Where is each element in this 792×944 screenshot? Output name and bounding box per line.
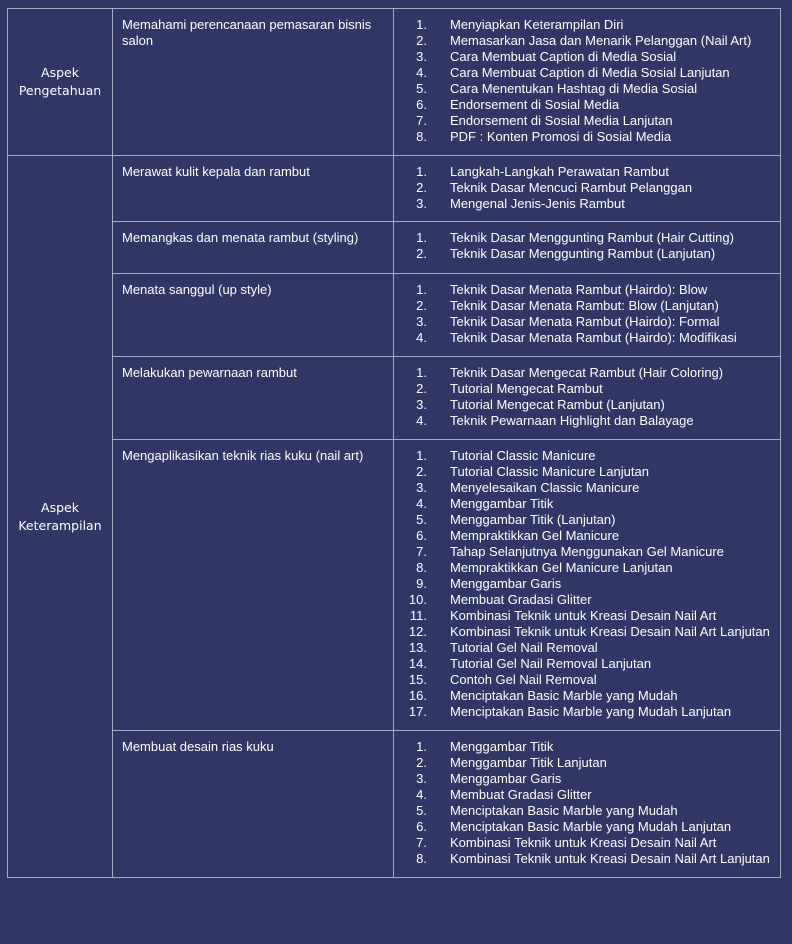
list-item-number: 5. <box>416 512 427 527</box>
list-item <box>394 314 780 330</box>
list-item <box>394 755 780 771</box>
table-row <box>8 440 781 731</box>
aspect-label-line: Aspek <box>41 499 79 515</box>
list-item <box>394 49 780 65</box>
list-item <box>394 246 780 262</box>
list-item-text: Menyiapkan Keterampilan Diri <box>450 17 624 32</box>
list-item-text: PDF : Konten Promosi di Sosial Media <box>450 129 672 144</box>
list-item-number: 15. <box>408 672 427 687</box>
list-item <box>394 576 780 592</box>
aspect-cell <box>8 9 113 156</box>
list-item-number: 4. <box>416 787 427 802</box>
list-item-text: Teknik Dasar Mengecat Rambut (Hair Coloring) <box>450 365 724 380</box>
list-item-text: Kombinasi Teknik untuk Kreasi Desain Nail Art Lanjutan <box>450 624 770 639</box>
list-item-text: Teknik Dasar Menggunting Rambut (Lanjutan) <box>450 246 716 261</box>
list-item-number: 6. <box>416 528 427 543</box>
list-item-number: 12. <box>408 624 427 639</box>
list-item-number: 1. <box>416 230 427 245</box>
list-item-number: 2. <box>416 180 427 195</box>
list-item <box>394 640 780 656</box>
list-item-text: Mempraktikkan Gel Manicure Lanjutan <box>450 560 673 575</box>
list-item-text: Endorsement di Sosial Media Lanjutan <box>450 113 673 128</box>
materials-cell <box>394 731 781 878</box>
list-item-text: Mempraktikkan Gel Manicure <box>450 528 620 543</box>
list-item <box>394 608 780 624</box>
materials-cell <box>394 274 781 357</box>
list-item-text: Menggambar Titik <box>450 496 554 511</box>
list-item-number: 14. <box>408 656 427 671</box>
list-item-text: Menggambar Titik <box>450 739 554 754</box>
list-item-text: Menciptakan Basic Marble yang Mudah <box>450 688 678 703</box>
materials-cell <box>394 9 781 156</box>
list-item <box>394 528 780 544</box>
aspect-label-line: Keterampilan <box>18 517 102 533</box>
list-item-number: 4. <box>416 330 427 345</box>
list-item-text: Tutorial Classic Manicure Lanjutan <box>450 464 649 479</box>
list-item-text: Kombinasi Teknik untuk Kreasi Desain Nail Art Lanjutan <box>450 851 770 866</box>
list-item-text: Memasarkan Jasa dan Menarik Pelanggan (Nail Art) <box>450 33 752 48</box>
list-item-text: Endorsement di Sosial Media <box>450 97 620 112</box>
list-item <box>394 624 780 640</box>
list-item-text: Cara Membuat Caption di Media Sosial Lanjutan <box>450 65 730 80</box>
list-item <box>394 365 780 381</box>
materials-list <box>394 365 780 429</box>
list-item-text: Teknik Dasar Mencuci Rambut Pelanggan <box>450 180 693 195</box>
list-item-number: 3. <box>416 771 427 786</box>
materials-list <box>394 230 780 262</box>
materials-cell <box>394 440 781 731</box>
materials-list <box>394 164 780 212</box>
list-item <box>394 512 780 528</box>
list-item-number: 5. <box>416 81 427 96</box>
table-row <box>8 222 781 274</box>
competency-label: Mengaplikasikan teknik rias kuku (nail art) <box>122 448 364 463</box>
list-item <box>394 819 780 835</box>
list-item <box>394 496 780 512</box>
list-item-text: Menggambar Garis <box>450 576 562 591</box>
list-item-text: Menciptakan Basic Marble yang Mudah <box>450 803 678 818</box>
list-item <box>394 787 780 803</box>
competency-cell <box>113 156 394 222</box>
list-item-text: Menciptakan Basic Marble yang Mudah Lanjutan <box>450 704 732 719</box>
list-item-text: Menciptakan Basic Marble yang Mudah Lanjutan <box>450 819 732 834</box>
list-item-number: 9. <box>416 576 427 591</box>
list-item-text: Tutorial Mengecat Rambut <box>450 381 603 396</box>
list-item-text: Teknik Dasar Menata Rambut (Hairdo): Modifikasi <box>450 330 737 345</box>
list-item-number: 8. <box>416 851 427 866</box>
list-item-text: Teknik Dasar Menata Rambut (Hairdo): Blow <box>450 282 708 297</box>
materials-list <box>394 282 780 346</box>
list-item <box>394 544 780 560</box>
list-item-number: 2. <box>416 298 427 313</box>
list-item-text: Teknik Dasar Menggunting Rambut (Hair Cutting) <box>450 230 734 245</box>
list-item <box>394 196 780 212</box>
list-item-number: 1. <box>416 164 427 179</box>
competency-cell <box>113 440 394 731</box>
list-item-number: 1. <box>416 282 427 297</box>
aspect-label-line: Aspek <box>41 65 79 80</box>
list-item-number: 13. <box>408 640 427 655</box>
list-item <box>394 282 780 298</box>
materials-list <box>394 17 780 145</box>
table-row <box>8 357 781 440</box>
list-item-number: 5. <box>416 803 427 818</box>
list-item-text: Membuat Gradasi Glitter <box>450 787 592 802</box>
list-item <box>394 771 780 787</box>
list-item-text: Cara Menentukan Hashtag di Media Sosial <box>450 81 698 96</box>
list-item-text: Menggambar Garis <box>450 771 562 786</box>
competency-cell <box>113 222 394 274</box>
competency-label: Membuat desain rias kuku <box>122 739 274 754</box>
list-item-text: Kombinasi Teknik untuk Kreasi Desain Nail Art <box>450 608 717 623</box>
list-item-text: Tutorial Classic Manicure <box>450 448 596 463</box>
competency-label: Memahami perencanaan pemasaran bisnis salon <box>122 17 372 48</box>
list-item <box>394 164 780 180</box>
list-item-number: 3. <box>416 480 427 495</box>
list-item-number: 8. <box>416 560 427 575</box>
list-item-number: 7. <box>416 113 427 128</box>
list-item <box>394 330 780 346</box>
list-item-number: 2. <box>416 464 427 479</box>
list-item <box>394 480 780 496</box>
materials-list <box>394 739 780 867</box>
table-row <box>8 274 781 357</box>
list-item <box>394 413 780 429</box>
list-item-number: 4. <box>416 65 427 80</box>
list-item-number: 1. <box>416 17 427 32</box>
list-item-text: Teknik Pewarnaan Highlight dan Balayage <box>450 413 694 428</box>
list-item <box>394 81 780 97</box>
list-item-text: Teknik Dasar Menata Rambut: Blow (Lanjutan) <box>450 298 719 313</box>
list-item-number: 1. <box>416 739 427 754</box>
list-item-number: 6. <box>416 97 427 112</box>
list-item-text: Contoh Gel Nail Removal <box>450 672 597 687</box>
list-item-text: Membuat Gradasi Glitter <box>450 592 592 607</box>
list-item <box>394 230 780 246</box>
table-row <box>8 731 781 878</box>
competency-label: Melakukan pewarnaan rambut <box>122 365 297 380</box>
materials-cell <box>394 357 781 440</box>
list-item-number: 2. <box>416 381 427 396</box>
list-item <box>394 592 780 608</box>
list-item-number: 1. <box>416 448 427 463</box>
competency-cell <box>113 274 394 357</box>
list-item-number: 8. <box>416 129 427 144</box>
list-item <box>394 298 780 314</box>
list-item-number: 16. <box>408 688 427 703</box>
list-item <box>394 129 780 145</box>
list-item-text: Tutorial Gel Nail Removal Lanjutan <box>450 656 652 671</box>
materials-cell <box>394 156 781 222</box>
list-item <box>394 180 780 196</box>
list-item <box>394 65 780 81</box>
list-item-text: Tahap Selanjutnya Menggunakan Gel Manicure <box>450 544 724 559</box>
competency-cell <box>113 9 394 156</box>
list-item-text: Menyelesaikan Classic Manicure <box>450 480 640 495</box>
list-item-number: 3. <box>416 49 427 64</box>
list-item <box>394 704 780 720</box>
list-item-number: 3. <box>416 397 427 412</box>
aspect-cell <box>8 156 113 878</box>
list-item-text: Langkah-Langkah Perawatan Rambut <box>450 164 669 179</box>
materials-cell <box>394 222 781 274</box>
list-item <box>394 656 780 672</box>
list-item-text: Tutorial Mengecat Rambut (Lanjutan) <box>450 397 665 412</box>
list-item <box>394 397 780 413</box>
list-item <box>394 97 780 113</box>
list-item-number: 17. <box>408 704 427 719</box>
list-item-number: 1. <box>416 365 427 380</box>
list-item <box>394 803 780 819</box>
list-item-number: 4. <box>416 496 427 511</box>
table-row <box>8 9 781 156</box>
table-row <box>8 156 781 222</box>
list-item <box>394 835 780 851</box>
list-item-number: 6. <box>416 819 427 834</box>
list-item <box>394 688 780 704</box>
list-item <box>394 113 780 129</box>
list-item <box>394 851 780 867</box>
list-item-number: 2. <box>416 33 427 48</box>
curriculum-table <box>7 8 781 878</box>
list-item-number: 3. <box>416 314 427 329</box>
list-item-number: 10. <box>408 592 427 607</box>
competency-label: Memangkas dan menata rambut (styling) <box>122 230 359 245</box>
list-item-number: 2. <box>416 755 427 770</box>
list-item-number: 4. <box>416 413 427 428</box>
list-item-text: Menggambar Titik Lanjutan <box>450 755 607 770</box>
list-item-number: 2. <box>416 246 427 261</box>
competency-label: Menata sanggul (up style) <box>122 282 272 297</box>
list-item <box>394 17 780 33</box>
list-item-text: Teknik Dasar Menata Rambut (Hairdo): Formal <box>450 314 720 329</box>
curriculum-table-body <box>8 9 781 878</box>
competency-label: Merawat kulit kepala dan rambut <box>122 164 310 179</box>
list-item-number: 7. <box>416 544 427 559</box>
list-item <box>394 381 780 397</box>
list-item-text: Tutorial Gel Nail Removal <box>450 640 598 655</box>
list-item <box>394 464 780 480</box>
list-item-text: Kombinasi Teknik untuk Kreasi Desain Nail Art <box>450 835 717 850</box>
competency-cell <box>113 357 394 440</box>
list-item-number: 3. <box>416 196 427 211</box>
list-item-number: 11. <box>409 608 427 623</box>
aspect-label-line: Pengetahuan <box>18 83 102 98</box>
list-item <box>394 739 780 755</box>
list-item <box>394 560 780 576</box>
list-item-number: 7. <box>416 835 427 850</box>
list-item <box>394 448 780 464</box>
list-item-text: Cara Membuat Caption di Media Sosial <box>450 49 677 64</box>
list-item-text: Mengenal Jenis-Jenis Rambut <box>450 196 625 211</box>
materials-list <box>394 448 780 720</box>
list-item-text: Menggambar Titik (Lanjutan) <box>450 512 616 527</box>
competency-cell <box>113 731 394 878</box>
list-item <box>394 33 780 49</box>
list-item <box>394 672 780 688</box>
